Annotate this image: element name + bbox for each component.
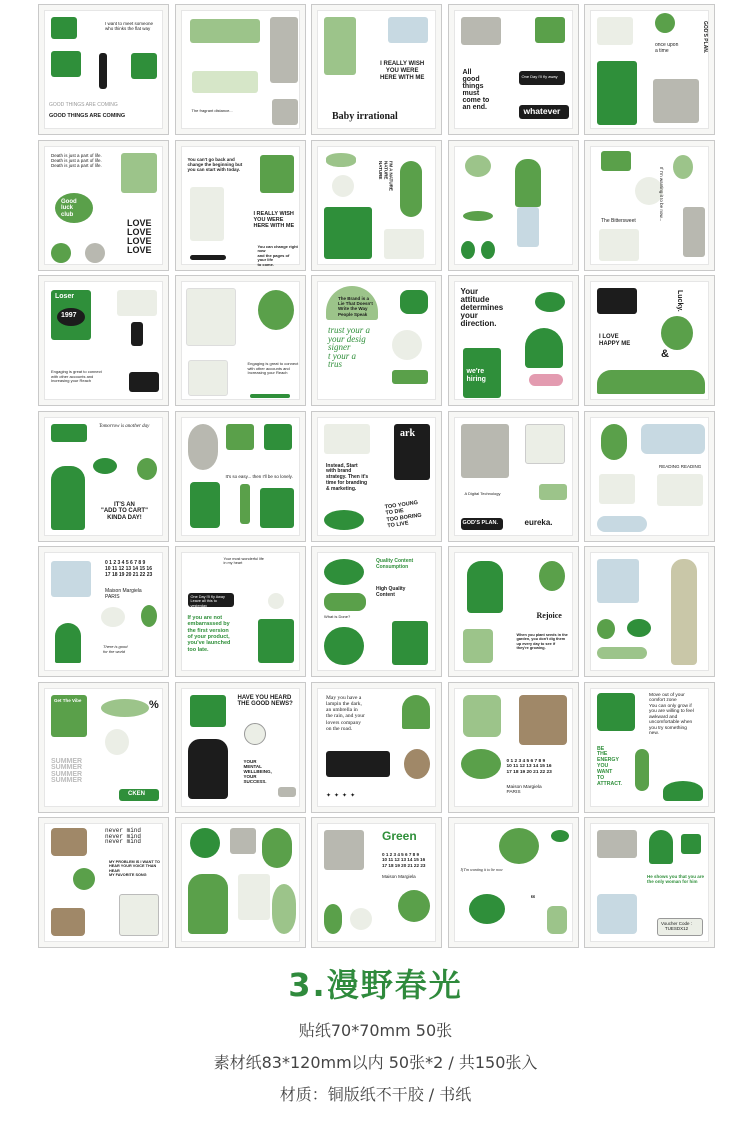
sticker-photo [258,619,294,663]
sticker-text: The fragrant distance... [191,108,233,113]
sticker-photo [597,894,637,934]
sticker-plant [655,13,675,33]
sticker-tree [661,316,693,350]
sticker-sheep [101,607,125,627]
sticker-photo [597,830,637,858]
sticker-basket [519,695,567,745]
sticker-text: trust your a your desig signer t your a trus [328,325,371,370]
sticker-tile [175,140,306,271]
sticker-polaroid [190,187,224,241]
sticker-text: TOO YOUNG TO DIE TOO BORING TO LIVE [384,499,423,529]
sticker-text: BE THE ENERGY YOU WANT TO ATTRACT. [597,745,622,788]
sticker-text: It's so easy... then I'll be so lonely. [225,473,293,479]
sticker-newspaper [683,207,705,257]
sticker-tile [175,817,306,948]
sticker-stripe [597,647,647,659]
sticker-photo [324,17,356,75]
sticker-text: GOD'S PLAN. [701,21,708,54]
sticker-bar [250,394,290,398]
sticker-bag [119,894,159,936]
sticker-text: Good luck club [61,198,77,219]
sticker-label [117,290,157,316]
sticker-plant [499,828,539,864]
sticker-cup [597,619,615,639]
sticker-text: LOVE LOVE LOVE LOVE [127,217,152,255]
sticker-dice [244,723,266,745]
sticker-text: GOD'S PLAN. [462,519,499,526]
sticker-photo [461,424,509,478]
sticker-voucher [657,918,703,936]
sticker-card [326,286,378,320]
sticker-plant [402,695,430,729]
sticker-photo [384,229,424,259]
sticker-crate [51,908,85,936]
sticker-checker [539,484,567,500]
sticker-photo [653,79,699,123]
sticker-photo [230,828,256,854]
sticker-tag [99,53,107,89]
sticker-photo [260,488,294,528]
sticker-text: Tomorrow is another day [99,423,150,429]
sticker-window [597,693,635,731]
sticker-cup [551,830,569,842]
sticker-leaf [635,749,649,791]
sticker-card [463,348,501,398]
sticker-tile [311,817,442,948]
sticker-grid [38,4,715,946]
sticker-text: Move out of your comfort zone You can only grow if you are willing to feel awkward and uncomfortable when you try something new. [649,692,694,737]
sticker-text: Engaging is great to connect with other accounts and Increasing your Reach [51,369,102,384]
sticker-phone [268,593,284,609]
spec-line-1: 贴纸70*70mm 50张 [298,1021,453,1040]
sticker-photo [190,19,260,43]
sticker-photo [51,51,81,77]
sticker-tile [175,4,306,135]
sticker-photo [324,627,364,665]
sticker-text: whatever [523,106,561,116]
sticker-text: GOOD THINGS ARE COMING [49,102,118,108]
sticker-tile [584,140,715,271]
sticker-leaf [324,904,342,934]
sticker-clover [463,211,493,221]
sticker-landscape [324,510,364,530]
sticker-tile [584,4,715,135]
sticker-photo [131,53,157,79]
sticker-text: One Day I'll fly Away Leave all this to yesterday [190,595,225,608]
sticker-text: I LOVE HAPPY ME [599,334,631,347]
sticker-photo [188,424,218,470]
sticker-text: 0 1 2 3 4 5 6 7 8 9 10 11 12 13 14 15 16 17 18 19 20 21 22 23 [506,758,552,775]
sticker-tile [311,275,442,406]
sticker-photo [260,155,294,193]
sticker-tag [278,787,296,797]
sticker-text: HAVE YOU HEARD THE GOOD NEWS? [237,694,293,708]
sticker-sunglasses [469,894,505,924]
sticker-photo [270,17,298,83]
sticker-tile [175,546,306,677]
sticker-text: & [661,348,669,360]
sticker-tile [584,817,715,948]
sticker-text: If I'm wanting it to be now [460,867,503,872]
sticker-plant [137,458,157,480]
sticker-text: You can't go back and change the beginning but you can start with today. [187,156,243,172]
sticker-text: There is good for the world [103,644,128,654]
sticker-card [51,695,87,737]
sticker-text: I REALLY WISH YOU WERE HERE WITH ME [380,61,425,81]
sticker-photo [597,17,633,45]
sticker-photo [597,559,639,603]
sticker-tile [311,411,442,542]
sticker-tile [175,411,306,542]
sticker-label [188,593,234,607]
sticker-tile [584,411,715,542]
sticker-person [671,559,697,665]
sticker-person [517,207,539,247]
sticker-note [238,874,270,920]
sticker-badge [55,193,93,223]
product-title: 3.漫野春光 [288,966,463,1004]
sticker-text: The Brand is a Lie That Doesn't Write the Way People Speak [338,296,373,317]
sticker-note [599,474,635,504]
sticker-text: Instead, Start with brand strategy. Then it's time for branding & marketing. [326,462,369,492]
spec-line-3: 材质：铜版纸不干胶 / 书纸 [279,1085,472,1104]
sticker-photo [535,17,565,43]
sticker-person [467,561,503,613]
sticker-photo [597,516,647,532]
sticker-label [324,593,366,611]
sticker-bar [190,255,226,260]
sticker-tile [311,140,442,271]
sticker-quote: “ [530,894,536,905]
sticker-photo [272,884,296,934]
sticker-text: A Digital Technology [464,490,501,496]
sticker-text: Loser [55,293,75,300]
sticker-tile [38,817,169,948]
sticker-photo [404,749,430,779]
sticker-plant [649,830,673,864]
sticker-text: Maison Margiela [382,874,416,879]
sticker-sunglasses [326,153,356,167]
sticker-plant [627,619,651,637]
sticker-photo [226,424,254,450]
sticker-cup [105,729,129,755]
sticker-label [192,71,258,93]
sticker-plant [539,561,565,591]
sticker-label [119,789,159,801]
sticker-plant [332,175,354,197]
sticker-person [188,874,228,934]
sticker-cap [93,458,117,474]
sticker-plant [51,243,71,263]
sticker-plant [85,243,105,263]
sticker-tile [38,275,169,406]
sticker-text: Green [382,829,417,843]
sticker-text: If I'm wanting it to be now... [659,166,665,221]
sticker-text: If you are not embarrassed by the first version of your product, you've launched too late. [187,615,231,653]
sticker-text: Voucher Code : TUESDX12 [661,921,693,932]
sticker-text: Get The Vibe [54,697,82,703]
sticker-tile [448,275,579,406]
sticker-plant [73,868,95,890]
sticker-card [51,290,91,340]
sticker-text: Engaging is great to connect with other accounts and Increasing your Reach [247,361,299,376]
sticker-text: Your most wonderful life in my heart [223,557,264,566]
sticker-stars: ✦✦✦✦ [326,792,359,799]
sticker-photo [388,17,428,43]
sticker-tile [448,546,579,677]
sticker-label [519,105,569,119]
sticker-barcode [131,322,143,346]
sticker-logo [525,328,563,368]
sticker-label [101,699,149,717]
sticker-heart [262,828,292,868]
sticker-card [392,621,428,665]
sticker-plant [673,155,693,179]
sticker-cup [481,241,495,259]
sticker-text: once upon a time [655,42,679,54]
sticker-page [186,288,236,346]
sticker-tile [448,682,579,813]
sticker-label [519,71,565,85]
spec-line-2: 素材纸83*120mm以内 50张*2 / 共150张入 [213,1053,538,1072]
sticker-photo [597,288,637,314]
sticker-text: May you have a lampin the dark, an umbrella in the rain, and your lovers company on the road. [326,694,365,733]
sticker-tile [311,4,442,135]
sticker-text: Your attitude determines your direction. [460,287,504,328]
sticker-text: Maison Margiela PARIS [105,588,142,600]
sticker-cup [461,241,475,259]
sticker-text: MY PROBLEM IS I WANT TO HEAR YOUR VOICE THAN HEAR MY FAVORITE SONG [109,860,160,878]
sticker-notebook [597,61,637,125]
sticker-photo [641,424,705,454]
sticker-text: IT'S AN "ADD TO CART" KINDA DAY! [101,501,148,522]
sticker-logo [535,292,565,312]
sticker-text: I REALLY WISH YOU WERE HERE WITH ME [253,210,295,230]
sticker-tile [38,140,169,271]
sticker-page [188,360,228,396]
sticker-text: You can change right now and the pages of your life to come. [257,243,298,267]
sticker-photo [51,17,77,39]
sticker-person [515,159,541,207]
sticker-text: High Quality Content [376,586,406,598]
sticker-grapes [398,890,430,922]
sticker-tape [51,424,87,442]
sticker-tile [448,411,579,542]
sticker-plant [465,155,491,177]
sticker-text: never mind never mind never mind [105,827,142,846]
sticker-glass [547,906,567,934]
sticker-tag [240,484,250,524]
sticker-text: ark [400,427,415,439]
sticker-plant [190,828,220,858]
sticker-photo [324,207,372,259]
sticker-tile [448,140,579,271]
sticker-tile [38,4,169,135]
sticker-tile [311,682,442,813]
sticker-text: 0 1 2 3 4 5 6 7 8 9 10 11 12 13 14 15 16 17 18 19 20 21 22 23 [105,560,153,578]
sticker-landscape [663,781,703,801]
sticker-text: What is Done? [324,614,351,619]
sticker-leaf [141,605,157,627]
sticker-tile [175,682,306,813]
sticker-photo [190,695,226,727]
sticker-tile [584,275,715,406]
sticker-text: When you plant seeds in the garden, you don't dig them up every day to see if they're growing. [516,633,568,651]
sticker-camera [463,695,501,737]
sticker-text: 0 1 2 3 4 5 6 7 8 9 10 11 12 13 14 15 16 17 18 19 20 21 22 23 [382,852,426,868]
sticker-card [394,424,430,480]
sticker-receipt [525,424,565,464]
sticker-text: Baby irrational [332,111,398,122]
sticker-text: YOUR MENTAL WELLBEING, YOUR SUCCESS. [243,758,272,785]
sticker-photo [601,424,627,460]
sticker-cup [350,908,372,930]
sticker-tile [38,411,169,542]
sticker-photo [272,99,298,125]
sticker-text: CKEN [128,790,146,797]
sticker-photo [51,828,87,856]
sticker-person [51,466,85,530]
sticker-tile [584,682,715,813]
sticker-text: SUMMER SUMMER SUMMER SUMMER [51,757,83,785]
sticker-label [461,518,503,530]
sticker-text: All good things must come to an end. [462,69,490,111]
sticker-text: I want to meet someone who thinks the flat way [105,21,154,32]
sticker-tile [584,546,715,677]
sticker-photo [461,17,501,45]
sticker-bowl [461,749,501,779]
sticker-tile [448,4,579,135]
sticker-photo [324,830,364,870]
sticker-text: Death is just a part of life. Death is just a part of life. Death is just a part of life. [51,152,102,168]
sticker-landscape [597,370,705,394]
sticker-palm [55,623,81,663]
sticker-tile [38,546,169,677]
sticker-text: GOOD THINGS ARE COMING [49,113,126,119]
sticker-text: Quality Content Consumption [376,558,414,570]
sticker-cup [681,834,701,854]
sticker-photo [121,153,157,193]
sticker-label [129,372,159,392]
sticker-photo [264,424,292,450]
sticker-text: He shows you that you are the only woman for him [647,874,705,885]
sticker-note [657,474,703,506]
sticker-text: READING READING [659,463,702,469]
sticker-text: Rejoice [536,611,562,620]
sticker-text: One Day I'll fly away [521,74,558,79]
sticker-bin [190,482,220,528]
sticker-teapot [392,330,422,360]
sticker-label [392,370,428,384]
sticker-text: Lucky. [676,290,684,312]
sticker-text: Maison Margiela PARIS [506,784,542,796]
sticker-photo [400,290,428,314]
sticker-text: The Bittersweet [601,217,636,224]
sticker-pattern [324,424,370,454]
sticker-cactus [400,161,422,217]
sticker-cloud [324,559,364,585]
sticker-cart [463,629,493,663]
sticker-text: I'M A NATURE NATURE NATURE [378,160,394,191]
sticker-tile [38,682,169,813]
sticker-photo [601,151,631,171]
sticker-label [529,374,563,386]
sticker-photo [51,561,91,597]
sticker-text: eureka. [524,517,553,527]
sticker-tile [448,817,579,948]
sticker-text: 1997 [61,312,77,319]
sticker-tile [175,275,306,406]
sticker-tile [311,546,442,677]
sticker-text: we're hiring [466,368,486,384]
sticker-note [599,229,639,261]
sticker-plant [258,290,294,330]
sticker-badge [57,308,85,326]
sticker-text: % [149,698,159,711]
sticker-player [326,751,390,777]
sticker-person [188,739,228,799]
